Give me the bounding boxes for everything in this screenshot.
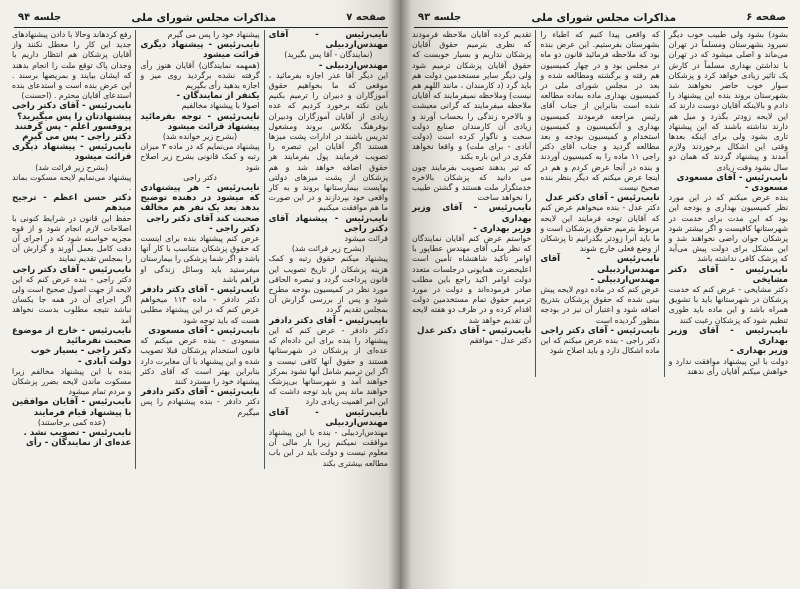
speaker-heading: نایب‌رئیس - آقای مسعودی [676, 172, 788, 183]
text-column [535, 30, 663, 377]
paragraph: دکتر عدل - بنده میخواهم عرض کنم که آقایان توجه فرمایند این لایحه مربوط بترمیم حقوق پزشکان است و ما باید آنرا زودتر بگذرانیم تا پزشکان از وضع فعلی خارج شوند [540, 203, 660, 254]
paragraph: که واقعی پیدا کنیم که اطباء را بشهرستان بفرستیم. این عرض بنده بود که ملاحظه فرمائید قانون دو ماه در مجلس بود و در چهار کمیسیون هم رفته و برگشته ومطالعه شده و بعد در مجلس شورای ملی در کمیسیون بهداری ماده بماده مطالعه شده است بنابراین از جناب آقای رئیس مراجعه فرمودند کمیسیون بهداری و آنکمیسیون و کمیسیون استخدام و کمیسیون بودجه و بعد مطالعه گردید و جناب آقای دکتر راجی ۱۱ ماده را به کمیسیون آوردند و بنده در آنجا عرض کردم و هم در اینجا عرض میکنم که دیگر بنظر بنده صحیح نیست [540, 30, 660, 193]
speaker-heading: نایب‌رئیس - آقای وزیر بهداری [412, 203, 532, 224]
paragraph: دکتر راجی - بنده عرض کنم که این لایحه از جهت اصول صحیح است ولی اگر اجرای آن در همه جا یکسان نباشد نتیجه مطلوب بدست نخواهد آمد [12, 274, 132, 325]
session-number: جلسه ۹۳ [418, 12, 462, 23]
speaker-heading: نایب‌رئیس - آقای دکتر دادفر [140, 387, 260, 398]
text-column [264, 30, 392, 469]
speaker-heading: نایب‌رئیس - آقای دکتر عدل [416, 325, 532, 336]
text-column [664, 30, 792, 377]
speaker-heading: نایب‌رئیس - آقای دکتر راجی پیشنهادتان را پس میگیرید؟ [12, 101, 132, 122]
text-columns [408, 30, 792, 377]
speaker-heading: نایب‌رئیس - آقای دکتر دادفر [269, 315, 388, 326]
centered-note: (نمایندگان - آقا پس بگیرید) [284, 50, 373, 60]
speaker-heading: دکتر حسن اعظم - ترجیح میدهم [12, 193, 132, 214]
paragraph: پیشنهاد خود را پس می گیرم [167, 30, 260, 39]
paragraph: پیشنهاد می‌نمایم لایحه مسکوت بماند . [12, 172, 132, 193]
speaker-heading: دکتر راجی - بسیار خوب [30, 346, 132, 357]
paragraph: دکتر راجی - بنده عرض میکنم که این ماده اشکال دارد و باید اصلاح شود [540, 336, 660, 356]
speaker-heading: نایب‌رئیس - آقایان موافقین با پیشنهاد قیام فرمایند [12, 397, 132, 418]
paragraph: بنده عرض میکنم که در این مورد نظر کمیسیون بهداری و بودجه این بود که این مدت برای خدمت در شهرستانها کافیست و اگر بیشتر شود پزشکان جوان راضی نخواهند شد و این مشکل برای دولت پیش می‌آید که پزشک کافی نداشته باشد [668, 193, 788, 264]
page-number: صفحه ۶ [746, 12, 786, 23]
header-rule [14, 27, 388, 28]
speaker-heading: نایب‌رئیس - آقای مسعودی [148, 325, 260, 336]
paragraph: قرائت میشود [344, 234, 388, 244]
paragraph: دولت با این پیشنهاد موافقت ندارد و خواهش میکنم آقایان رأی ندهند [668, 356, 788, 376]
paragraph: تقدیم کرده آقایان ملاحظه فرمودند که نظری بترمیم حقوق آقایان پزشکان نداریم و بسیار خوبست که حقوق آقایان پزشکان ترمیم شود ولی دیگر سایر مستخدمین دولت هم باید گرد (د کارمندان ، مانند اللهم هم نیست) وملاحظه نمیفرمایند که آقایان ملاحظه میفرمایند که گرانی معیشت و بالاخره زندگی را بحساب آورند و زیادی آن کارمندان صنایع دولت سخت و ناگوار کرده است (دولت آبادی - برای ملت) و واقعا نخواهد فکری در این باره بکند [412, 30, 532, 162]
text-column [408, 30, 535, 377]
speaker-heading: نایب‌رئیس - پیشنهاد آقای دکتر راجی [268, 213, 388, 234]
speaker-heading: نایب‌رئیس - آقای دکتر راجی [540, 325, 660, 336]
speaker-heading: نایب‌رئیس - توجه بفرمائید پیشنهاد قرائت میشود [140, 111, 260, 132]
page-header [418, 9, 786, 26]
speaker-heading: نایب‌رئیس - هر پیشنهادی که میشود در دهنده توضیح بدهد بعد یک نفر هم مخالف صحبت کند آقای دکتر راجی [140, 183, 260, 224]
paragraph: بشود) بشود ولی طبیب خوب دیگر نمیرود بشهرستان ومسلماً در تهران می‌ماند و اصلی میشود که در تهران با نداشتن بهداری مسلماً در کارش یک تاثیر زیادی خواهد کرد و پزشکان سوار خوب حاضر نخواهند شد بشهرستان بروند بنده این پیشنهاد را دادم و بالاینکه آقایان دوست دارند که این لایحه زودتر بگذرد و میل هم دارند نداشته باشند که این پیشنهاد تاری بشود ولی برای اینکه بعدها وقتی این اشکال برخوردند ولازم آمدند و پیشنهاد گردند که همان دو سال بشود وقت زیادی [668, 30, 788, 172]
paragraph: دکتر عدل - موافقم [469, 336, 532, 346]
speaker-heading: یکنفر از نمایندگان - [176, 91, 260, 102]
centered-note: (بشرح زیر خوانده شد) [162, 132, 238, 142]
paragraph: که تیر بدهند تصویب بفرمایند چون می دانید که پزشکان بالاخره خدمتگزار ملت هستند و گشتن طبیب را نخواهد ساخت [412, 162, 532, 203]
speaker-heading: دولت آبادی - [78, 356, 132, 367]
paragraph: دکتر دادفر - بنده پیشنهادم را پس میگیرم [140, 397, 260, 417]
centered-note: دکتر راجی [183, 172, 217, 182]
speaker-heading: نایب‌رئیس - آقای مهندس‌اردبیلی [268, 407, 388, 428]
speaker-heading: عده‌ای از نمایندگان - رأی [25, 438, 132, 449]
speaker-heading: نایب‌رئیس - آقای دکتر راجی [12, 264, 132, 275]
speaker-heading: نایب‌رئیس - تصویب نشد . [23, 427, 132, 438]
speaker-heading: نایب‌رئیس - خارج از موضوع صحبت نفرمائید [12, 325, 132, 347]
paragraph: پیشنهاد می‌نمایم که در ماده ۳ میزان رتبه و کمک قانونی بشرح زیر اصلاح شود [140, 142, 260, 172]
centered-note: (بشرح زیر قرائت شد) [35, 162, 109, 172]
centered-note: (عده کمی برخاستند) [37, 417, 106, 427]
paragraph: مسعودی - بنده عرض میکنم که قانون استخدام پزشکان قبلا تصویب شده و این پیشنهاد با آن مغایرت دارد بنابراین بهتر است که آقای دکتر پیشنهاد خود را مسترد کنند [140, 336, 260, 386]
centered-note: (بشرح زیر قرائت شد) [291, 244, 365, 254]
speaker-heading: نایب‌رئیس - آقای دکتر عدل [545, 193, 660, 204]
paragraph: دکتر دادفر - عرض کنم که این پیشنهاد را بنده برای این داده‌ام که عده‌ای از پزشکان در شهرستانها هستند و حقوق آنها کافی نیست و اگر این ترمیم شامل آنها نشود بمرکز خواهند آمد و شهرستانها بی‌پزشک خواهند ماند پس باید توجه داشت که این امر اهمیت زیادی دارد [268, 325, 388, 407]
speaker-heading: نایب‌رئیس - آقای دکتر مشایخی [668, 264, 788, 285]
paragraph: بنده با این پیشنهاد مخالفم زیرا مسکوت ماندن لایحه بضرر پزشکان و مردم تمام میشود [12, 366, 132, 397]
speaker-heading: دکتر راجی - پس می گیرم [22, 132, 132, 143]
text-column [135, 30, 263, 469]
paragraph: اصولا با پیشنهاد مخالفیم [181, 101, 260, 111]
paragraph: دکتر دادفر - ماده ۱۱۴ میخواهم عرض کنم که در این پیشنهاد مطلبی هست که باید توجه شود [140, 295, 260, 325]
speaker-heading: نایب‌رئیس - پیشنهاد دیگری قرائت میشود [140, 40, 260, 61]
speaker-heading: مسعودی - [744, 183, 788, 194]
session-number: جلسه ۹۴ [18, 12, 62, 23]
paragraph: پیشنهاد میکنم حقوق رتبه و کمک هزینه پزشکان از تاریخ تصویب این قانون پرداخت گردد و تبصره الحاقی مورد نظر در کمیسیون بودجه مطرح شود و پس از بررسی گزارش آن بمجلس تقدیم گردد [268, 254, 388, 315]
speaker-heading: دکتر راجی - [209, 223, 260, 234]
speaker-heading: نایب‌رئیس - آقای دکتر دادفر [140, 285, 260, 296]
speaker-heading: پروفسور اعلم - پس گرفتند [14, 121, 132, 132]
page-number: صفحه ۷ [346, 12, 386, 23]
paragraph: رفع کردهاند وحالا با دادن پیشنهادهای جدید این کار را معطل نکنند واز آقایان پزشکان هم انتظار داریم با وجدان پاک توقع ملت را انجام بدهند که ایشان بیایند و بمریضها برسند . این عرض بنده است و استدعای بنده استدعای آقایان محترم . (احسنت) [12, 30, 132, 101]
speaker-heading: مهندس‌اردبیلی - [590, 274, 660, 285]
speaker-heading: نایب‌رئیس - آقای وزیر بهداری [668, 325, 788, 347]
publication-title: مذاکرات مجلس شورای ملی [531, 11, 677, 24]
paragraph: دکتر مشایخی - عرض کنم که خدمت پزشکان در شهرستانها باید با تشویق همراه باشد و این ماده باید طوری تنظیم شود که پزشکان رغبت کنند [668, 285, 788, 325]
paragraph: این دیگر آقا عذر اجازه بفرمائید ، موقعی که ما بخواهیم حقوق آموزگاران و دبیران را ترمیم بکنیم باین نکته برخورد کردیم که عده زیادی از آقایان آموزگاران ودبیران بوفرهنگ بکلاس بروند ومشغول تدریس باشند در ادارات پشت میزها هستند اگر آقایان این تبصره را تصویب فرمایند پول بفرمایند هر حقوق اضافه خواهد شد و هم پزشکان از پشت میزهای دولتی بهایست بیمارستانها بروند و به کار واقعی خود بپردازند و در این صورت ما هم موافقت میکنیم [268, 70, 388, 213]
paragraph: عرض کنم پیشنهاد بنده برای اینست که حقوق پزشکان متناسب با کار آنها باشد و اگر شما پزشکی را بیمارستان میفرستید باید وسائل زندگی او فراهم باشد [140, 234, 260, 284]
paragraph: خواستم عرض کنم آقایان نمایندگان که نظر ملی آقای مهندس عطاپور با اوامر تأکید شاهنشاه تأمین است اعلیحضرت همایونی درجلسات متعدد دولت اوامر اکید راجع باین مطلب صادر فرموده‌اند و دولت در مورد ترمیم حقوق تمام مستخدمین دولت اقدام کرده و در ظرف دو هفته لایحه آن تقدیم خواهد شد [412, 234, 532, 325]
header-rule [414, 27, 788, 28]
page-header [18, 9, 386, 26]
speaker-heading: نایب‌رئیس - پیشنهاد دیگری قرائت میشود [12, 142, 132, 163]
paragraph: حفظ این قانون در شرایط کنونی با اصلاحات لازم انجام شود و از قوه مجریه خواسته شود که در اجرای آن دقت کامل بعمل آورند و گزارش آن را بمجلس تقدیم نمایند [12, 213, 132, 264]
text-columns [8, 30, 392, 469]
speaker-heading: نایب‌رئیس - آقای مهندس‌اردبیلی [540, 254, 660, 275]
paragraph: (همهمه نمایندگان) آقایان هنوز رأی گرفته نشده برگردید روی میز و اجازه بدهید رأی بگیریم [140, 60, 260, 91]
paragraph: مهندس‌اردبیلی - بنده با این پیشنهاد موافقت نمیکنم زیرا بار مالی آن معلوم نیست و دولت باید در این باب مطالعه بیشتری بکند [268, 427, 388, 468]
speaker-heading: نایب‌رئیس - آقای مهندس‌اردبیلی [268, 30, 388, 51]
paragraph: عرض کنم که در ماده دوم لایحه پیش بینی شده که حقوق پزشکان بتدریج اضافه شود و اعتبار آن نیز در بودجه منظور گردیده است [540, 285, 660, 325]
text-column [8, 30, 135, 469]
publication-title: مذاکرات مجلس شورای ملی [131, 11, 277, 24]
speaker-heading: وزیر بهداری - [473, 223, 532, 234]
right-page [400, 0, 800, 589]
speaker-heading: مهندس‌اردبیلی - [318, 60, 388, 71]
speaker-heading: وزیر بهداری - [729, 346, 788, 357]
